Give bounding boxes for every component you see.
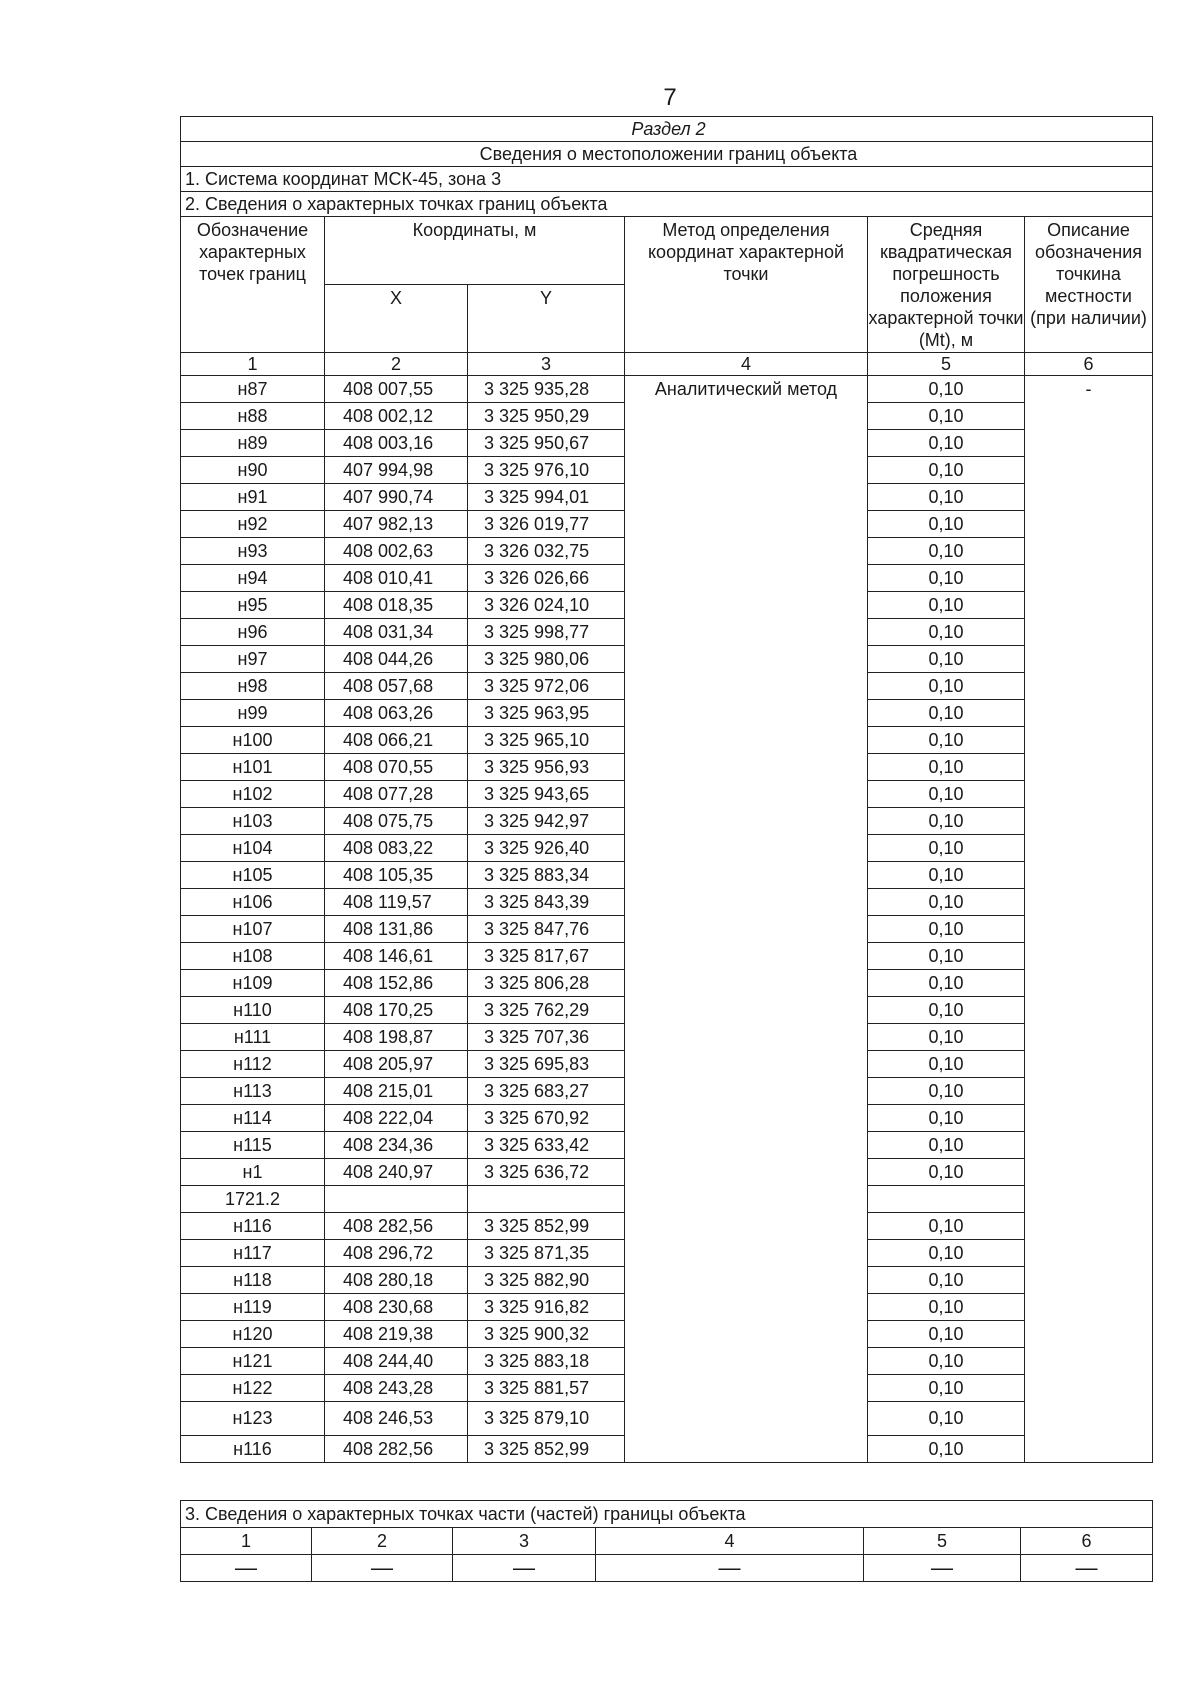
header-x: X: [325, 285, 468, 353]
error-cell: 0,10: [868, 997, 1025, 1024]
x-coordinate-cell: 408 003,16: [325, 430, 468, 457]
column-number: 2: [325, 353, 468, 376]
table-row: [181, 376, 1153, 403]
point-id-cell: н87: [181, 376, 325, 403]
point-id-cell: н1: [181, 1159, 325, 1186]
x-coordinate-cell: 408 280,18: [325, 1267, 468, 1294]
x-coordinate-cell: 408 219,38: [325, 1321, 468, 1348]
point-id-cell: н116: [181, 1436, 325, 1463]
x-coordinate-cell: 408 131,86: [325, 916, 468, 943]
column-number: 5: [864, 1528, 1021, 1555]
x-coordinate-cell: 408 002,12: [325, 403, 468, 430]
column-number: 4: [625, 353, 868, 376]
dash-cell: —: [181, 1555, 312, 1582]
y-coordinate-cell: [468, 1186, 625, 1213]
point-id-cell: н94: [181, 565, 325, 592]
x-coordinate-cell: 408 119,57: [325, 889, 468, 916]
column-number: 6: [1025, 353, 1153, 376]
y-coordinate-cell: 3 325 956,93: [468, 754, 625, 781]
x-coordinate-cell: 408 044,26: [325, 646, 468, 673]
coordinate-system: 1. Система координат МСК-45, зона 3: [181, 167, 1153, 192]
error-cell: 0,10: [868, 1132, 1025, 1159]
x-coordinate-cell: 408 244,40: [325, 1348, 468, 1375]
point-id-cell: н88: [181, 403, 325, 430]
y-coordinate-cell: 3 325 871,35: [468, 1240, 625, 1267]
error-cell: 0,10: [868, 673, 1025, 700]
error-cell: 0,10: [868, 1051, 1025, 1078]
header-coordinates: Координаты, м: [325, 217, 625, 285]
point-id-cell: н98: [181, 673, 325, 700]
x-coordinate-cell: 408 007,55: [325, 376, 468, 403]
y-coordinate-cell: 3 325 916,82: [468, 1294, 625, 1321]
error-cell: 0,10: [868, 376, 1025, 403]
column-number-row: [181, 1528, 1153, 1555]
y-coordinate-cell: 3 326 024,10: [468, 592, 625, 619]
point-id-cell: н91: [181, 484, 325, 511]
x-coordinate-cell: 408 010,41: [325, 565, 468, 592]
header-designation: Обозначение характерных точек границ: [181, 217, 325, 353]
y-coordinate-cell: 3 325 980,06: [468, 646, 625, 673]
x-coordinate-cell: 408 063,26: [325, 700, 468, 727]
x-coordinate-cell: 408 075,75: [325, 808, 468, 835]
point-id-cell: н117: [181, 1240, 325, 1267]
point-id-cell: н121: [181, 1348, 325, 1375]
y-coordinate-cell: 3 325 633,42: [468, 1132, 625, 1159]
x-coordinate-cell: 408 066,21: [325, 727, 468, 754]
section-title: Раздел 2: [181, 117, 1153, 142]
x-coordinate-cell: 408 240,97: [325, 1159, 468, 1186]
y-coordinate-cell: 3 325 943,65: [468, 781, 625, 808]
y-coordinate-cell: 3 325 950,29: [468, 403, 625, 430]
method-cell: Аналитический метод: [625, 376, 868, 1463]
y-coordinate-cell: 3 325 965,10: [468, 727, 625, 754]
error-cell: 0,10: [868, 943, 1025, 970]
point-id-cell: н123: [181, 1402, 325, 1436]
y-coordinate-cell: 3 325 695,83: [468, 1051, 625, 1078]
y-coordinate-cell: 3 325 882,90: [468, 1267, 625, 1294]
error-cell: 0,10: [868, 403, 1025, 430]
header-error: Средняя квадратическая погрешность положения характерной точки (Mt), м: [868, 217, 1025, 353]
x-coordinate-cell: 408 243,28: [325, 1375, 468, 1402]
column-number: 6: [1021, 1528, 1153, 1555]
error-cell: 0,10: [868, 1240, 1025, 1267]
page-number: 7: [663, 84, 677, 111]
error-cell: 0,10: [868, 1159, 1025, 1186]
error-cell: 0,10: [868, 889, 1025, 916]
column-number-row: [181, 353, 1153, 376]
y-coordinate-cell: 3 325 847,76: [468, 916, 625, 943]
y-coordinate-cell: 3 325 683,27: [468, 1078, 625, 1105]
error-cell: 0,10: [868, 1078, 1025, 1105]
y-coordinate-cell: 3 325 950,67: [468, 430, 625, 457]
x-coordinate-cell: 408 146,61: [325, 943, 468, 970]
point-id-cell: н118: [181, 1267, 325, 1294]
x-coordinate-cell: 408 246,53: [325, 1402, 468, 1436]
point-id-cell: н96: [181, 619, 325, 646]
y-coordinate-cell: 3 325 852,99: [468, 1436, 625, 1463]
error-cell: 0,10: [868, 808, 1025, 835]
point-id-cell: н119: [181, 1294, 325, 1321]
point-id-cell: н90: [181, 457, 325, 484]
y-coordinate-cell: 3 325 883,18: [468, 1348, 625, 1375]
dash-cell: —: [312, 1555, 453, 1582]
y-coordinate-cell: 3 325 883,34: [468, 862, 625, 889]
y-coordinate-cell: 3 325 670,92: [468, 1105, 625, 1132]
x-coordinate-cell: 408 282,56: [325, 1213, 468, 1240]
error-cell: 0,10: [868, 835, 1025, 862]
x-coordinate-cell: 408 105,35: [325, 862, 468, 889]
point-id-cell: н103: [181, 808, 325, 835]
error-cell: 0,10: [868, 1375, 1025, 1402]
point-id-cell: н106: [181, 889, 325, 916]
y-coordinate-cell: 3 325 817,67: [468, 943, 625, 970]
y-coordinate-cell: 3 325 942,97: [468, 808, 625, 835]
x-coordinate-cell: 408 205,97: [325, 1051, 468, 1078]
error-cell: 0,10: [868, 484, 1025, 511]
x-coordinate-cell: 408 083,22: [325, 835, 468, 862]
point-id-cell: н89: [181, 430, 325, 457]
error-cell: 0,10: [868, 754, 1025, 781]
error-cell: 0,10: [868, 511, 1025, 538]
x-coordinate-cell: 408 222,04: [325, 1105, 468, 1132]
error-cell: 0,10: [868, 592, 1025, 619]
point-id-cell: н111: [181, 1024, 325, 1051]
point-id-cell: н115: [181, 1132, 325, 1159]
point-id-cell: н116: [181, 1213, 325, 1240]
y-coordinate-cell: 3 325 963,95: [468, 700, 625, 727]
part-points-table: [180, 1500, 1153, 1582]
error-cell: 0,10: [868, 1436, 1025, 1463]
y-coordinate-cell: 3 325 762,29: [468, 997, 625, 1024]
y-coordinate-cell: 3 325 900,32: [468, 1321, 625, 1348]
point-id-cell: н122: [181, 1375, 325, 1402]
x-coordinate-cell: 408 152,86: [325, 970, 468, 997]
point-id-cell: 1721.2: [181, 1186, 325, 1213]
y-coordinate-cell: 3 325 843,39: [468, 889, 625, 916]
x-coordinate-cell: 408 170,25: [325, 997, 468, 1024]
column-number: 1: [181, 353, 325, 376]
x-coordinate-cell: 407 994,98: [325, 457, 468, 484]
error-cell: 0,10: [868, 646, 1025, 673]
column-number: 2: [312, 1528, 453, 1555]
error-cell: 0,10: [868, 700, 1025, 727]
y-coordinate-cell: 3 325 935,28: [468, 376, 625, 403]
y-coordinate-cell: 3 325 926,40: [468, 835, 625, 862]
point-id-cell: н108: [181, 943, 325, 970]
error-cell: [868, 1186, 1025, 1213]
description-cell: -: [1025, 376, 1153, 1463]
y-coordinate-cell: 3 325 998,77: [468, 619, 625, 646]
point-id-cell: н95: [181, 592, 325, 619]
y-coordinate-cell: 3 325 636,72: [468, 1159, 625, 1186]
x-coordinate-cell: 408 057,68: [325, 673, 468, 700]
point-id-cell: н104: [181, 835, 325, 862]
boundary-points-table: [180, 116, 1153, 1463]
point-id-cell: н112: [181, 1051, 325, 1078]
column-number: 3: [453, 1528, 596, 1555]
point-id-cell: н110: [181, 997, 325, 1024]
x-coordinate-cell: [325, 1186, 468, 1213]
dash-cell: —: [1021, 1555, 1153, 1582]
y-coordinate-cell: 3 325 806,28: [468, 970, 625, 997]
error-cell: 0,10: [868, 916, 1025, 943]
y-coordinate-cell: 3 326 032,75: [468, 538, 625, 565]
error-cell: 0,10: [868, 1402, 1025, 1436]
x-coordinate-cell: 408 282,56: [325, 1436, 468, 1463]
error-cell: 0,10: [868, 538, 1025, 565]
y-coordinate-cell: 3 325 707,36: [468, 1024, 625, 1051]
x-coordinate-cell: 408 077,28: [325, 781, 468, 808]
error-cell: 0,10: [868, 1348, 1025, 1375]
error-cell: 0,10: [868, 1213, 1025, 1240]
header-y: Y: [468, 285, 625, 353]
error-cell: 0,10: [868, 727, 1025, 754]
x-coordinate-cell: 408 198,87: [325, 1024, 468, 1051]
x-coordinate-cell: 408 031,34: [325, 619, 468, 646]
error-cell: 0,10: [868, 1294, 1025, 1321]
error-cell: 0,10: [868, 1267, 1025, 1294]
points-section-title: 2. Сведения о характерных точках границ объекта: [181, 192, 1153, 217]
header-method: Метод определения координат характерной точки: [625, 217, 868, 353]
point-id-cell: н113: [181, 1078, 325, 1105]
x-coordinate-cell: 408 018,35: [325, 592, 468, 619]
empty-row: [181, 1555, 1153, 1582]
dash-cell: —: [596, 1555, 864, 1582]
point-id-cell: н93: [181, 538, 325, 565]
point-id-cell: н105: [181, 862, 325, 889]
error-cell: 0,10: [868, 970, 1025, 997]
error-cell: 0,10: [868, 565, 1025, 592]
point-id-cell: н114: [181, 1105, 325, 1132]
point-id-cell: н99: [181, 700, 325, 727]
y-coordinate-cell: 3 326 019,77: [468, 511, 625, 538]
x-coordinate-cell: 408 070,55: [325, 754, 468, 781]
x-coordinate-cell: 408 296,72: [325, 1240, 468, 1267]
error-cell: 0,10: [868, 457, 1025, 484]
x-coordinate-cell: 408 230,68: [325, 1294, 468, 1321]
error-cell: 0,10: [868, 781, 1025, 808]
error-cell: 0,10: [868, 1105, 1025, 1132]
point-id-cell: н107: [181, 916, 325, 943]
point-id-cell: н102: [181, 781, 325, 808]
dash-cell: —: [864, 1555, 1021, 1582]
point-id-cell: н100: [181, 727, 325, 754]
point-id-cell: н101: [181, 754, 325, 781]
y-coordinate-cell: 3 326 026,66: [468, 565, 625, 592]
y-coordinate-cell: 3 325 879,10: [468, 1402, 625, 1436]
point-id-cell: н120: [181, 1321, 325, 1348]
y-coordinate-cell: 3 325 972,06: [468, 673, 625, 700]
x-coordinate-cell: 407 990,74: [325, 484, 468, 511]
point-id-cell: н109: [181, 970, 325, 997]
column-number: 5: [868, 353, 1025, 376]
x-coordinate-cell: 408 002,63: [325, 538, 468, 565]
error-cell: 0,10: [868, 862, 1025, 889]
error-cell: 0,10: [868, 1321, 1025, 1348]
y-coordinate-cell: 3 325 881,57: [468, 1375, 625, 1402]
header-description: Описание обозначения точкина местности (при наличии): [1025, 217, 1153, 353]
x-coordinate-cell: 407 982,13: [325, 511, 468, 538]
error-cell: 0,10: [868, 619, 1025, 646]
x-coordinate-cell: 408 215,01: [325, 1078, 468, 1105]
point-id-cell: н97: [181, 646, 325, 673]
y-coordinate-cell: 3 325 994,01: [468, 484, 625, 511]
part-points-title: 3. Сведения о характерных точках части (частей) границы объекта: [181, 1501, 1153, 1528]
x-coordinate-cell: 408 234,36: [325, 1132, 468, 1159]
section-subtitle: Сведения о местоположении границ объекта: [181, 142, 1153, 167]
error-cell: 0,10: [868, 430, 1025, 457]
dash-cell: —: [453, 1555, 596, 1582]
error-cell: 0,10: [868, 1024, 1025, 1051]
column-number: 3: [468, 353, 625, 376]
point-id-cell: н92: [181, 511, 325, 538]
y-coordinate-cell: 3 325 976,10: [468, 457, 625, 484]
column-number: 4: [596, 1528, 864, 1555]
column-number: 1: [181, 1528, 312, 1555]
y-coordinate-cell: 3 325 852,99: [468, 1213, 625, 1240]
